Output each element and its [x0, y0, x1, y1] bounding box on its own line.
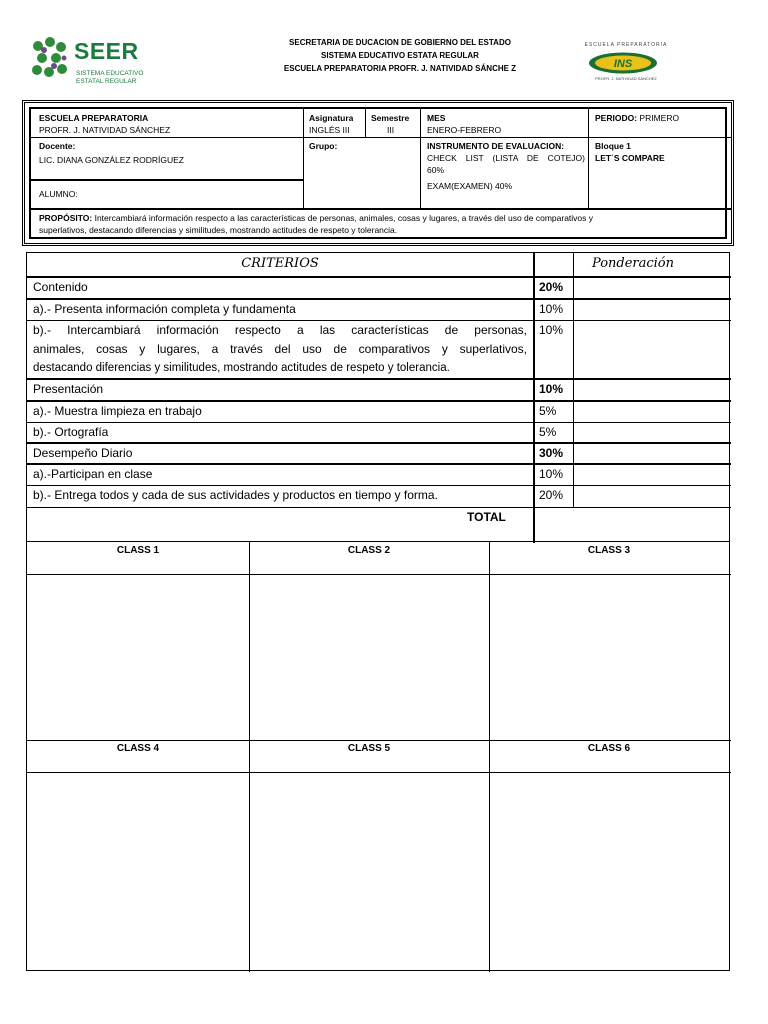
asignatura-value: INGLÉS III	[309, 125, 350, 135]
alumno-label: ALUMNO:	[39, 189, 78, 199]
escuela-value: PROFR. J. NATIVIDAD SÁNCHEZ	[39, 125, 171, 135]
criteria-section: Desempeño Diario	[33, 446, 133, 460]
criteria-weight: 10%	[539, 467, 564, 481]
criteria-item-line: b).- Intercambiará información respecto a las características de personas,	[33, 323, 527, 337]
ins-logo-top-text: ESCUELA PREPARATORIA	[584, 42, 668, 48]
table-row	[27, 400, 731, 422]
criteria-weight: 5%	[539, 425, 557, 439]
criteria-item: a).- Presenta información completa y fundamenta	[33, 302, 296, 316]
class-5-label: CLASS 5	[347, 743, 391, 754]
criteria-section: Contenido	[33, 280, 88, 294]
class-6-label: CLASS 6	[587, 743, 631, 754]
ins-logo-mark: INS	[613, 58, 633, 70]
class-2-label: CLASS 2	[347, 545, 391, 556]
grupo-label: Grupo:	[309, 141, 338, 151]
seer-title: SEER	[74, 38, 139, 64]
criteria-weight: 20%	[539, 488, 564, 502]
header-line-3: ESCUELA PREPARATORIA PROFR. J. NATIVIDAD SÁNCHE Z	[283, 64, 517, 73]
periodo-value: PRIMERO	[639, 113, 680, 123]
criteria-item: a).- Muestra limpieza en trabajo	[33, 404, 202, 418]
criteria-weight: 10%	[539, 382, 564, 396]
ins-logo-bottom-text: PROFR. J. NATIVIDAD SÁNCHEZ	[595, 76, 657, 81]
classes-grid	[26, 541, 730, 971]
table-row	[27, 298, 731, 320]
table-row	[27, 378, 731, 400]
seer-logo	[30, 34, 150, 88]
criteria-item: b).- Ortografía	[33, 425, 109, 439]
docente-value: LIC. DIANA GONZÁLEZ RODRÍGUEZ	[39, 155, 184, 165]
escuela-label: ESCUELA PREPARATORIA	[39, 113, 149, 123]
seer-emblem-icon	[30, 36, 70, 82]
proposito-line-2: superlativos, destacando diferencias y similitudes, mostrando actitudes de respeto y tolerancia.	[39, 225, 398, 235]
header-line-1: SECRETARIA DE DUCACION DE GOBIERNO DEL ESTADO	[289, 38, 511, 47]
asignatura-label: Asignatura	[309, 113, 354, 123]
criteria-item-line: animales, cosas y lugares, a través del uso de comparativos y superlativos,	[33, 342, 527, 356]
instrumento-line-2: 60%	[427, 165, 445, 175]
periodo: PERIODO: PRIMERO	[595, 113, 680, 123]
docente-label: Docente:	[39, 141, 76, 151]
info-box	[22, 100, 734, 246]
criteria-weight: 20%	[539, 280, 564, 294]
mes-label: MES	[427, 113, 446, 123]
criteria-weight: 10%	[539, 302, 564, 316]
total-label: TOTAL	[467, 510, 506, 524]
table-row	[27, 320, 731, 378]
seer-subtitle-1: SISTEMA EDUCATIVO	[76, 70, 144, 77]
criteria-item-line: destacando diferencias y similitudes, mostrando actitudes de respeto y tolerancia.	[33, 362, 450, 374]
mes-value: ENERO-FEBRERO	[427, 125, 502, 135]
proposito-line-1: PROPÓSITO: Intercambiará información respecto a las características de personas, animales, cosas y lugares, a través del uso de comparativos y	[39, 213, 594, 223]
instrumento-line-1: CHECK LIST (LISTA DE COTEJO)	[427, 153, 585, 163]
criteria-item: b).- Entrega todos y cada de sus actividades y productos en tiempo y forma.	[33, 488, 438, 502]
instrumento-label: INSTRUMENTO DE EVALUACION:	[427, 141, 565, 151]
criteria-section: Presentación	[33, 382, 104, 396]
criteria-weight: 5%	[539, 404, 557, 418]
bloque-label: Bloque 1	[595, 141, 631, 151]
class-1-label: CLASS 1	[116, 545, 160, 556]
table-row	[27, 507, 731, 543]
seer-subtitle-2: ESTATAL REGULAR	[76, 78, 137, 85]
table-row	[27, 485, 731, 507]
class-4-label: CLASS 4	[116, 743, 160, 754]
ponderacion-header: Ponderación	[591, 256, 675, 271]
ins-emblem-icon	[588, 52, 658, 74]
ins-logo	[582, 42, 670, 84]
table-row	[27, 276, 731, 298]
header-line-2: SISTEMA EDUCATIVO ESTATA REGULAR	[321, 51, 479, 60]
bloque-value: LET´S COMPARE	[595, 153, 665, 163]
criteria-weight: 10%	[539, 323, 564, 337]
criteria-weight: 30%	[539, 446, 564, 460]
instrumento-line-3: EXAM(EXAMEN) 40%	[427, 181, 513, 191]
criteria-item: a).-Participan en clase	[33, 467, 153, 481]
info-box-inner	[29, 107, 727, 239]
class-3-label: CLASS 3	[587, 545, 631, 556]
criterios-header: CRITERIOS	[241, 256, 319, 271]
criteria-table	[26, 252, 730, 542]
table-row	[27, 463, 731, 485]
semestre-value: III	[387, 125, 395, 135]
table-row	[27, 422, 731, 442]
table-row	[27, 442, 731, 463]
semestre-label: Semestre	[371, 113, 410, 123]
